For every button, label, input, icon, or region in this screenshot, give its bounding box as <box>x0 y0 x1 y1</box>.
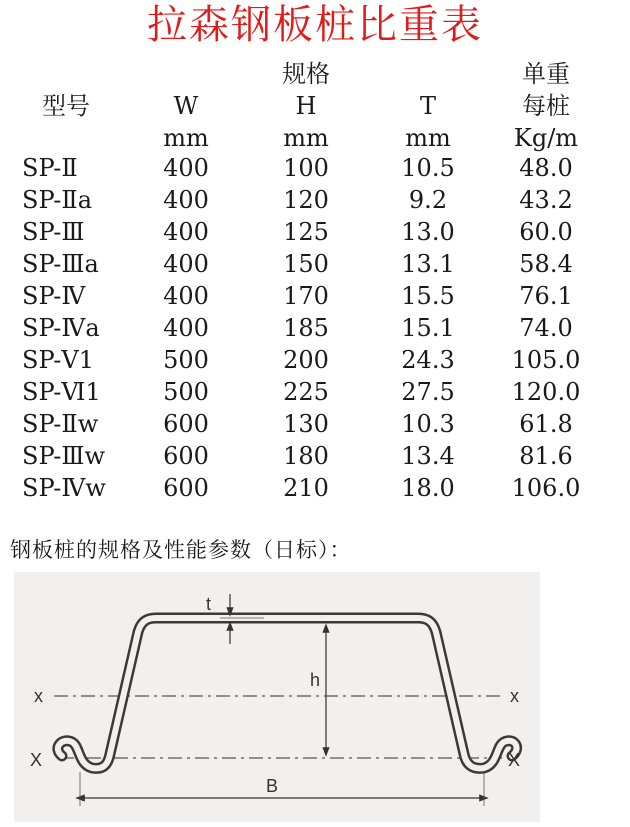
header-weight-1: 单重 <box>522 60 570 88</box>
row-9-weight-cell: 61.8 <box>519 410 573 438</box>
row-2-w-cell: 400 <box>163 186 209 214</box>
row-8-h-cell: 225 <box>283 378 329 406</box>
row-10-h-cell: 180 <box>283 442 329 470</box>
row-4-weight-cell: 58.4 <box>519 250 573 278</box>
diagram-svg <box>14 572 540 822</box>
row-3-weight-cell: 60.0 <box>519 218 573 246</box>
row-3-type-cell: SP-Ⅲ <box>22 218 85 246</box>
row-5-h-cell: 170 <box>283 282 329 310</box>
row-4-h-cell: 150 <box>283 250 329 278</box>
sheet-pile-diagram <box>14 572 540 822</box>
header-unit-weight: Kg/m <box>513 124 579 152</box>
header-unit-t: mm <box>405 124 451 152</box>
row-8-type-cell: SP-Ⅵ1 <box>22 378 101 406</box>
row-1-weight-cell: 48.0 <box>519 154 573 182</box>
label-X-left: X <box>30 750 43 770</box>
row-2-h-cell: 120 <box>283 186 329 214</box>
header-unit-w: mm <box>163 124 209 152</box>
row-4-t-cell: 13.1 <box>401 250 455 278</box>
label-t: t <box>206 594 212 614</box>
row-3-h-cell: 125 <box>283 218 329 246</box>
section-subtitle: 钢板桩的规格及性能参数（日标）： <box>10 538 352 562</box>
row-3-t-cell: 13.0 <box>401 218 455 246</box>
row-6-weight-cell: 74.0 <box>519 314 573 342</box>
row-6-t-cell: 15.1 <box>401 314 455 342</box>
row-7-t-cell: 24.3 <box>401 346 455 374</box>
row-11-weight-cell: 106.0 <box>511 474 581 502</box>
row-2-weight-cell: 43.2 <box>519 186 573 214</box>
header-spec: 规格 <box>282 60 330 88</box>
page-title: 拉森钢板桩比重表 <box>147 2 483 48</box>
row-9-h-cell: 130 <box>283 410 329 438</box>
row-11-t-cell: 18.0 <box>401 474 455 502</box>
row-8-weight-cell: 120.0 <box>511 378 581 406</box>
label-X-right: X <box>508 750 521 770</box>
row-8-t-cell: 27.5 <box>401 378 455 406</box>
row-7-weight-cell: 105.0 <box>511 346 581 374</box>
label-x-right: x <box>510 686 519 706</box>
row-9-type-cell: SP-Ⅱw <box>22 410 99 438</box>
row-7-type-cell: SP-Ⅴ1 <box>22 346 94 374</box>
row-11-type-cell: SP-Ⅳw <box>22 474 106 502</box>
row-9-w-cell: 600 <box>163 410 209 438</box>
row-9-t-cell: 10.3 <box>401 410 455 438</box>
row-11-w-cell: 600 <box>163 474 209 502</box>
header-t: T <box>419 92 437 120</box>
row-3-w-cell: 400 <box>163 218 209 246</box>
row-4-type-cell: SP-Ⅲa <box>22 250 99 278</box>
row-2-t-cell: 9.2 <box>408 186 448 214</box>
row-8-w-cell: 500 <box>163 378 209 406</box>
label-b: B <box>266 776 279 796</box>
row-11-h-cell: 210 <box>283 474 329 502</box>
row-1-h-cell: 100 <box>283 154 329 182</box>
row-2-type-cell: SP-Ⅱa <box>22 186 93 214</box>
row-5-w-cell: 400 <box>163 282 209 310</box>
header-unit-h: mm <box>283 124 329 152</box>
row-10-type-cell: SP-Ⅲw <box>22 442 106 470</box>
label-h: h <box>310 670 321 690</box>
row-10-w-cell: 600 <box>163 442 209 470</box>
row-7-h-cell: 200 <box>283 346 329 374</box>
row-6-w-cell: 400 <box>163 314 209 342</box>
row-1-t-cell: 10.5 <box>401 154 455 182</box>
row-6-type-cell: SP-Ⅳa <box>22 314 100 342</box>
row-5-t-cell: 15.5 <box>401 282 455 310</box>
row-1-type-cell: SP-Ⅱ <box>22 154 78 182</box>
row-4-w-cell: 400 <box>163 250 209 278</box>
row-1-w-cell: 400 <box>163 154 209 182</box>
row-10-t-cell: 13.4 <box>401 442 455 470</box>
row-7-w-cell: 500 <box>163 346 209 374</box>
header-weight-2: 每桩 <box>522 92 570 120</box>
row-10-weight-cell: 81.6 <box>519 442 573 470</box>
row-6-h-cell: 185 <box>283 314 329 342</box>
header-h: H <box>295 92 317 120</box>
header-type: 型号 <box>42 92 90 120</box>
label-x-left: x <box>34 686 43 706</box>
row-5-weight-cell: 76.1 <box>519 282 573 310</box>
pile-profile-inner <box>58 618 517 768</box>
header-w: W <box>173 92 199 120</box>
row-5-type-cell: SP-Ⅳ <box>22 282 86 310</box>
